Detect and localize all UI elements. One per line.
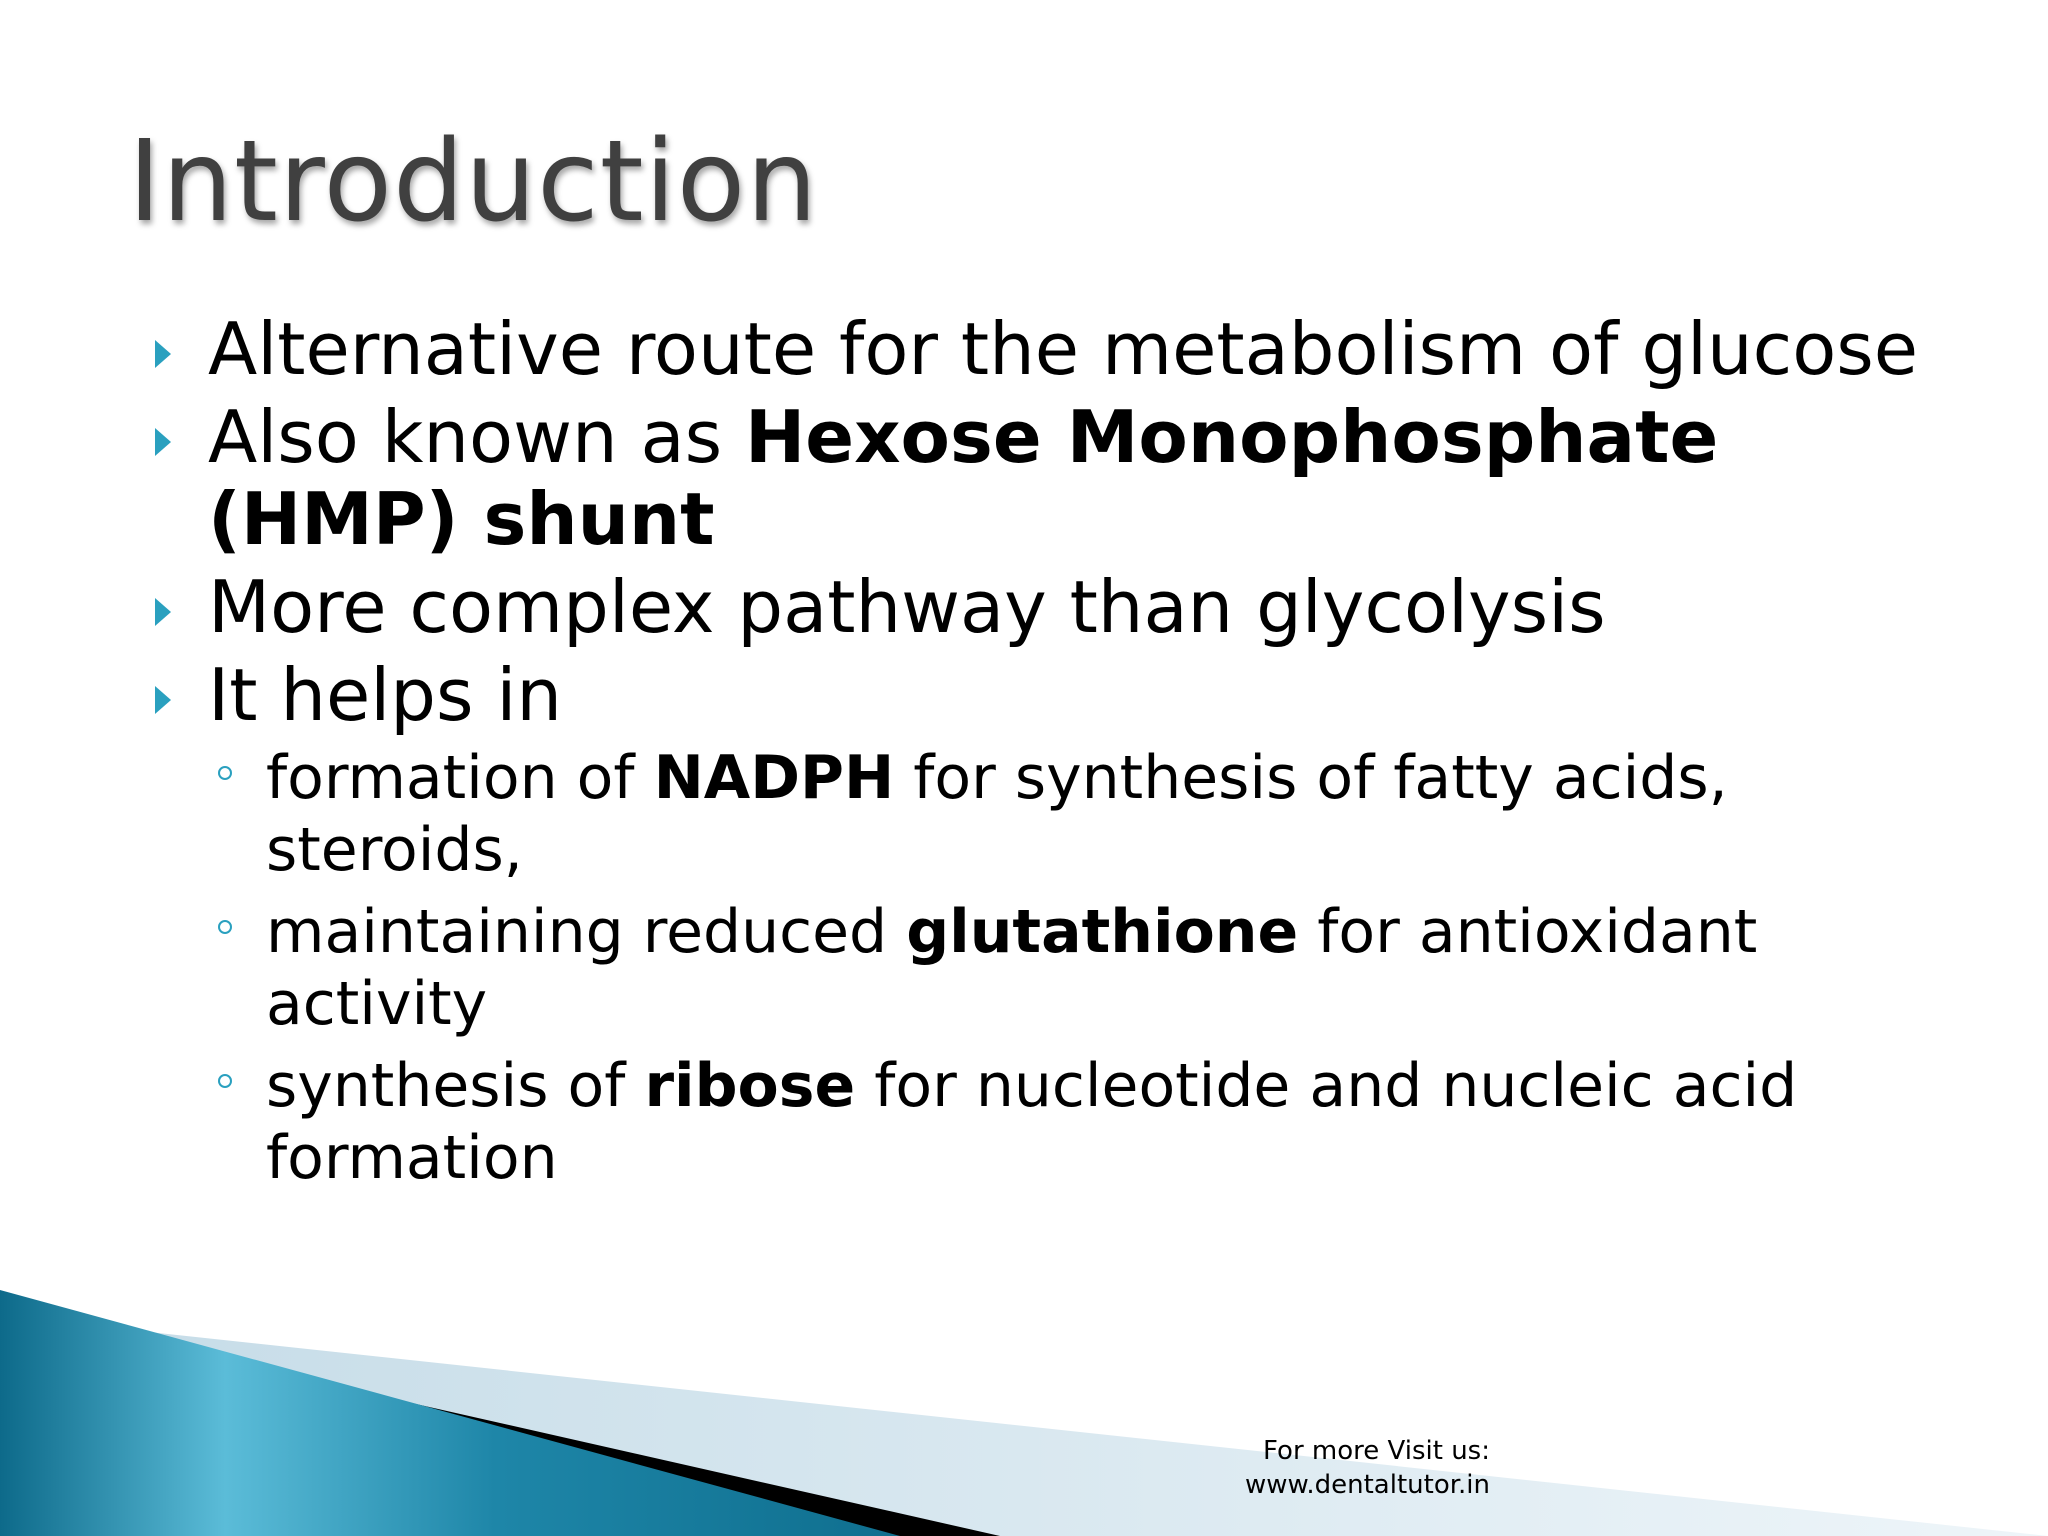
sub-bullet-text: for antioxidant activity [266, 897, 1758, 1039]
footer-url: www.dentaltutor.in [1244, 1470, 1490, 1500]
slide-content [150, 308, 1950, 1204]
circle-bullet-icon [218, 1074, 232, 1088]
bullet-text: Alternative route for the metabolism of glucose [208, 307, 1919, 391]
sub-bullet-text: for synthesis of fatty acids, steroids, [266, 743, 1728, 885]
bottom-wave-decoration [0, 1290, 2048, 1536]
footer-line: For more Visit us: [1263, 1436, 1490, 1466]
bullet-item [150, 308, 1950, 390]
sub-bullet-bold-text: NADPH [653, 743, 895, 813]
bullet-item [150, 396, 1950, 560]
sub-bullet-text: synthesis of [266, 1051, 645, 1121]
triangle-bullet-icon [155, 428, 171, 456]
bullet-text: More complex pathway than glycolysis [208, 565, 1606, 649]
bullet-text: It helps in [208, 653, 563, 737]
sub-bullet-item [150, 742, 1950, 886]
bullet-item [150, 654, 1950, 736]
triangle-bullet-icon [155, 686, 171, 714]
circle-bullet-icon [218, 920, 232, 934]
bullet-text: Also known as [208, 395, 746, 479]
sub-bullet-item [150, 1050, 1950, 1194]
bullet-item [150, 566, 1950, 648]
circle-bullet-icon [218, 766, 232, 780]
bullet-bold-text: Hexose Monophosphate (HMP) shunt [208, 395, 1719, 561]
sub-bullet-text: maintaining reduced [266, 897, 907, 967]
sub-bullet-bold-text: glutathione [906, 897, 1299, 967]
sub-bullet-item [150, 896, 1950, 1040]
footer-credit [1190, 1434, 1490, 1502]
triangle-bullet-icon [155, 598, 171, 626]
sub-bullet-text: for nucleotide and nucleic acid formation [266, 1051, 1798, 1193]
sub-bullet-text: formation of [266, 743, 654, 813]
triangle-bullet-icon [155, 340, 171, 368]
sub-bullet-bold-text: ribose [644, 1051, 856, 1121]
slide-title: Introduction [128, 117, 819, 247]
